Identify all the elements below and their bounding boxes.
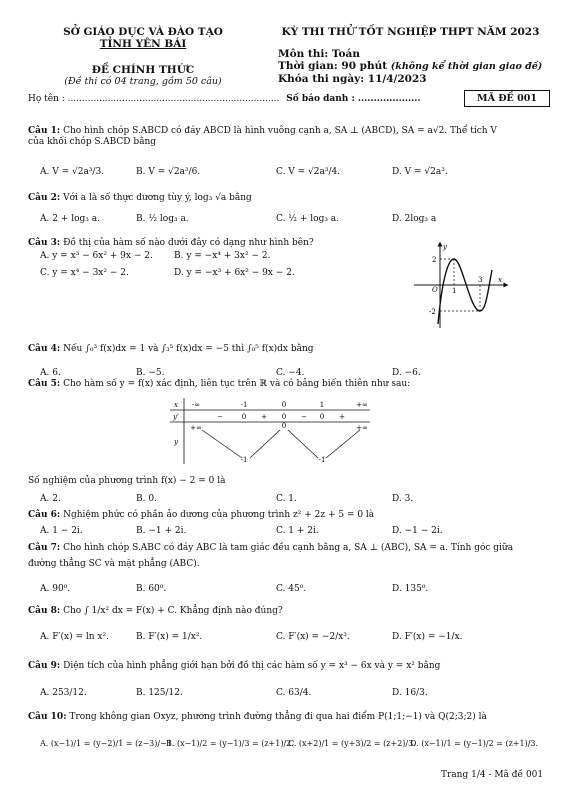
candidate-name-line xyxy=(28,94,421,105)
duration-note: (không kể thời gian giao đề) xyxy=(390,61,543,72)
q3-label: Câu 3: xyxy=(28,238,61,248)
q4-option-a[interactable]: A. 6. xyxy=(40,368,61,378)
question-2 xyxy=(28,193,546,204)
question-7 xyxy=(28,543,546,574)
q7-option-b[interactable]: B. 60⁰. xyxy=(136,584,167,594)
q9-option-a[interactable]: A. 253/12. xyxy=(40,688,87,698)
q9-text: Diện tích của hình phẳng giới hạn bởi đồ thị các hàm số y = x³ − 6x và y = x² bằng xyxy=(60,661,441,671)
question-4 xyxy=(28,344,546,355)
bbt-x-label: x xyxy=(174,401,178,409)
graph-x-label: x xyxy=(498,276,502,284)
q3-function-graph xyxy=(410,240,510,330)
bbt-sign: − xyxy=(301,413,307,421)
q4-option-d[interactable]: D. −6. xyxy=(392,368,421,378)
exam-title: KỲ THI THỬ TỐT NGHIỆP THPT NĂM 2023 xyxy=(281,26,540,38)
q7-option-c[interactable]: C. 45⁰. xyxy=(276,584,307,594)
q5-variation-table xyxy=(170,398,380,468)
q2-option-d[interactable]: D. 2log₃ a xyxy=(392,214,437,224)
question-6 xyxy=(28,510,546,521)
question-5 xyxy=(28,379,546,390)
bbt-x-value: +∞ xyxy=(356,401,368,409)
q7-label: Câu 7: xyxy=(28,543,61,553)
bbt-y-value: -1 xyxy=(240,456,248,464)
q1-label: Câu 1: xyxy=(28,126,61,136)
graph-y-label: y xyxy=(443,243,447,251)
q3-text: Đồ thị của hàm số nào dưới đây có dạng như hình bên? xyxy=(60,238,314,248)
question-10 xyxy=(28,712,546,723)
q10-text: Trong không gian Oxyz, phương trình đường thẳng đi qua hai điểm P(1;1;−1) và Q(2;3;2) là xyxy=(66,712,487,722)
q8-option-b[interactable]: B. F′(x) = 1/x². xyxy=(136,632,203,642)
q2-option-a[interactable]: A. 2 + log₃ a. xyxy=(40,214,100,224)
q6-label: Câu 6: xyxy=(28,510,61,520)
q2-option-b[interactable]: B. ½ log₃ a. xyxy=(136,214,189,224)
header-right xyxy=(268,26,553,85)
graph-tick-1: 1 xyxy=(452,287,457,295)
function-curve xyxy=(438,259,492,324)
exam-date: Khóa thi ngày: 11/4/2023 xyxy=(278,73,427,85)
bbt-sign: − xyxy=(217,413,223,421)
q5-option-c[interactable]: C. 1. xyxy=(276,494,297,504)
graph-tick-3: 3 xyxy=(478,276,483,284)
bbt-y-label: y xyxy=(174,438,178,446)
q5-text2: Số nghiệm của phương trình f(x) − 2 = 0 là xyxy=(28,476,226,486)
q8-option-a[interactable]: A. F′(x) = ln x². xyxy=(40,632,109,642)
province-name: TỈNH YÊN BÁI xyxy=(99,38,187,50)
bbt-x-value: -1 xyxy=(240,401,248,409)
header-left xyxy=(28,26,258,88)
graph-tick-2: 2 xyxy=(432,256,437,264)
q5-label: Câu 5: xyxy=(28,379,61,389)
q5-option-b[interactable]: B. 0. xyxy=(136,494,157,504)
subject: Môn thi: Toán xyxy=(278,48,360,60)
sbd-label: Số báo danh : .................... xyxy=(286,94,421,104)
q6-option-d[interactable]: D. −1 − 2i. xyxy=(392,526,443,536)
q10-option-d[interactable]: D. (x−1)/1 = (y−1)/2 = (z+1)/3. xyxy=(410,739,539,748)
q8-option-c[interactable]: C. F′(x) = −2/x³. xyxy=(276,632,350,642)
bbt-sign: 0 xyxy=(281,413,287,421)
bbt-yprime-label: y' xyxy=(173,413,179,421)
q10-option-c[interactable]: C. (x+2)/1 = (y+3)/2 = (z+2)/3. xyxy=(288,739,416,748)
graph-origin-label: O xyxy=(432,286,438,294)
bbt-sign: + xyxy=(339,413,345,421)
q4-label: Câu 4: xyxy=(28,344,61,354)
q3-option-d[interactable]: D. y = −x³ + 6x² − 9x − 2. xyxy=(174,268,295,278)
q9-option-b[interactable]: B. 125/12. xyxy=(136,688,183,698)
q10-option-b[interactable]: B. (x−1)/2 = (y−1)/3 = (z+1)/2. xyxy=(166,739,294,748)
exam-pages-note: (Đề thi có 04 trang, gồm 50 câu) xyxy=(64,76,222,87)
q2-text: Với a là số thực dương tùy ý, log₃ √a bằng xyxy=(60,193,252,203)
q6-text: Nghiệm phức có phần ảo dương của phương trình z² + 2z + 5 = 0 là xyxy=(60,510,375,520)
bbt-y-value: 0 xyxy=(281,422,287,430)
q5-text: Cho hàm số y = f(x) xác định, liên tục trên ℝ và có bảng biến thiên như sau: xyxy=(60,379,411,389)
q1-option-b[interactable]: B. V = √2a³/6. xyxy=(136,167,201,177)
q9-label: Câu 9: xyxy=(28,661,61,671)
bbt-y-value: +∞ xyxy=(190,424,202,432)
bbt-x-value: -∞ xyxy=(191,401,201,409)
q6-option-c[interactable]: C. 1 + 2i. xyxy=(276,526,319,536)
q4-text: Nếu ∫₀³ f(x)dx = 1 và ∫₃⁵ f(x)dx = −5 thì ∫₀⁵ f(x)dx bằng xyxy=(60,344,314,354)
bbt-x-value: 1 xyxy=(319,401,325,409)
q3-option-a[interactable]: A. y = x³ − 6x² + 9x − 2. xyxy=(40,251,153,261)
bbt-sign: + xyxy=(261,413,267,421)
department-name: SỞ GIÁO DỤC VÀ ĐÀO TẠO xyxy=(63,26,223,38)
q8-label: Câu 8: xyxy=(28,606,61,616)
page-footer: Trang 1/4 - Mã đề 001 xyxy=(441,770,544,780)
bbt-sign: 0 xyxy=(319,413,325,421)
q1-option-a[interactable]: A. V = √2a³/3. xyxy=(40,167,105,177)
q5-option-a[interactable]: A. 2. xyxy=(40,494,61,504)
question-9 xyxy=(28,661,546,672)
bbt-x-value: 0 xyxy=(281,401,287,409)
q10-option-a[interactable]: A. (x−1)/1 = (y−2)/1 = (z−3)/−1. xyxy=(40,739,175,748)
bbt-y-value: +∞ xyxy=(356,424,368,432)
exam-code-box: MÃ ĐỀ 001 xyxy=(464,90,550,107)
q7-text: Cho hình chóp S.ABC có đáy ABC là tam giác đều cạnh bằng a, SA ⊥ (ABC), SA = a. Tính góc giữa xyxy=(60,543,514,553)
q5-option-d[interactable]: D. 3. xyxy=(392,494,414,504)
q7-text2: đường thẳng SC và mặt phẳng (ABC). xyxy=(28,559,200,569)
q6-option-a[interactable]: A. 1 − 2i. xyxy=(40,526,83,536)
q7-option-d[interactable]: D. 135⁰. xyxy=(392,584,429,594)
question-8 xyxy=(28,606,546,617)
duration: Thời gian: 90 phút xyxy=(278,60,391,72)
q8-text: Cho ∫ 1/x² dx = F(x) + C. Khẳng định nào đúng? xyxy=(60,606,283,616)
q10-label: Câu 10: xyxy=(28,712,67,722)
q8-option-d[interactable]: D. F′(x) = −1/x. xyxy=(392,632,463,642)
q1-option-c[interactable]: C. V = √2a³/4. xyxy=(276,167,341,177)
bbt-sign: 0 xyxy=(241,413,247,421)
q9-option-c[interactable]: C. 63/4. xyxy=(276,688,312,698)
q3-option-c[interactable]: C. y = x⁴ − 3x² − 2. xyxy=(40,268,129,278)
name-label: Họ tên : .......................................................................... xyxy=(28,94,280,104)
q1-text: Cho hình chóp S.ABCD có đáy ABCD là hình vuông cạnh a, SA ⊥ (ABCD), SA = a√2. Thể tích V xyxy=(60,126,497,136)
q4-option-c[interactable]: C. −4. xyxy=(276,368,305,378)
q2-option-c[interactable]: C. ½ + log₃ a. xyxy=(276,214,340,224)
q1-text2: của khối chóp S.ABCD bằng xyxy=(28,137,157,147)
q3-option-b[interactable]: B. y = −x⁴ + 3x² − 2. xyxy=(174,251,271,261)
q1-option-d[interactable]: D. V = √2a³. xyxy=(392,167,448,177)
q6-option-b[interactable]: B. −1 + 2i. xyxy=(136,526,187,536)
official-label: ĐỀ CHÍNH THỨC xyxy=(91,64,195,76)
bbt-y-value: -1 xyxy=(318,456,326,464)
q4-option-b[interactable]: B. −5. xyxy=(136,368,165,378)
question-1 xyxy=(28,126,546,148)
q2-label: Câu 2: xyxy=(28,193,61,203)
q7-option-a[interactable]: A. 90⁰. xyxy=(40,584,71,594)
q9-option-d[interactable]: D. 16/3. xyxy=(392,688,428,698)
graph-tick-minus2: -2 xyxy=(429,308,436,316)
